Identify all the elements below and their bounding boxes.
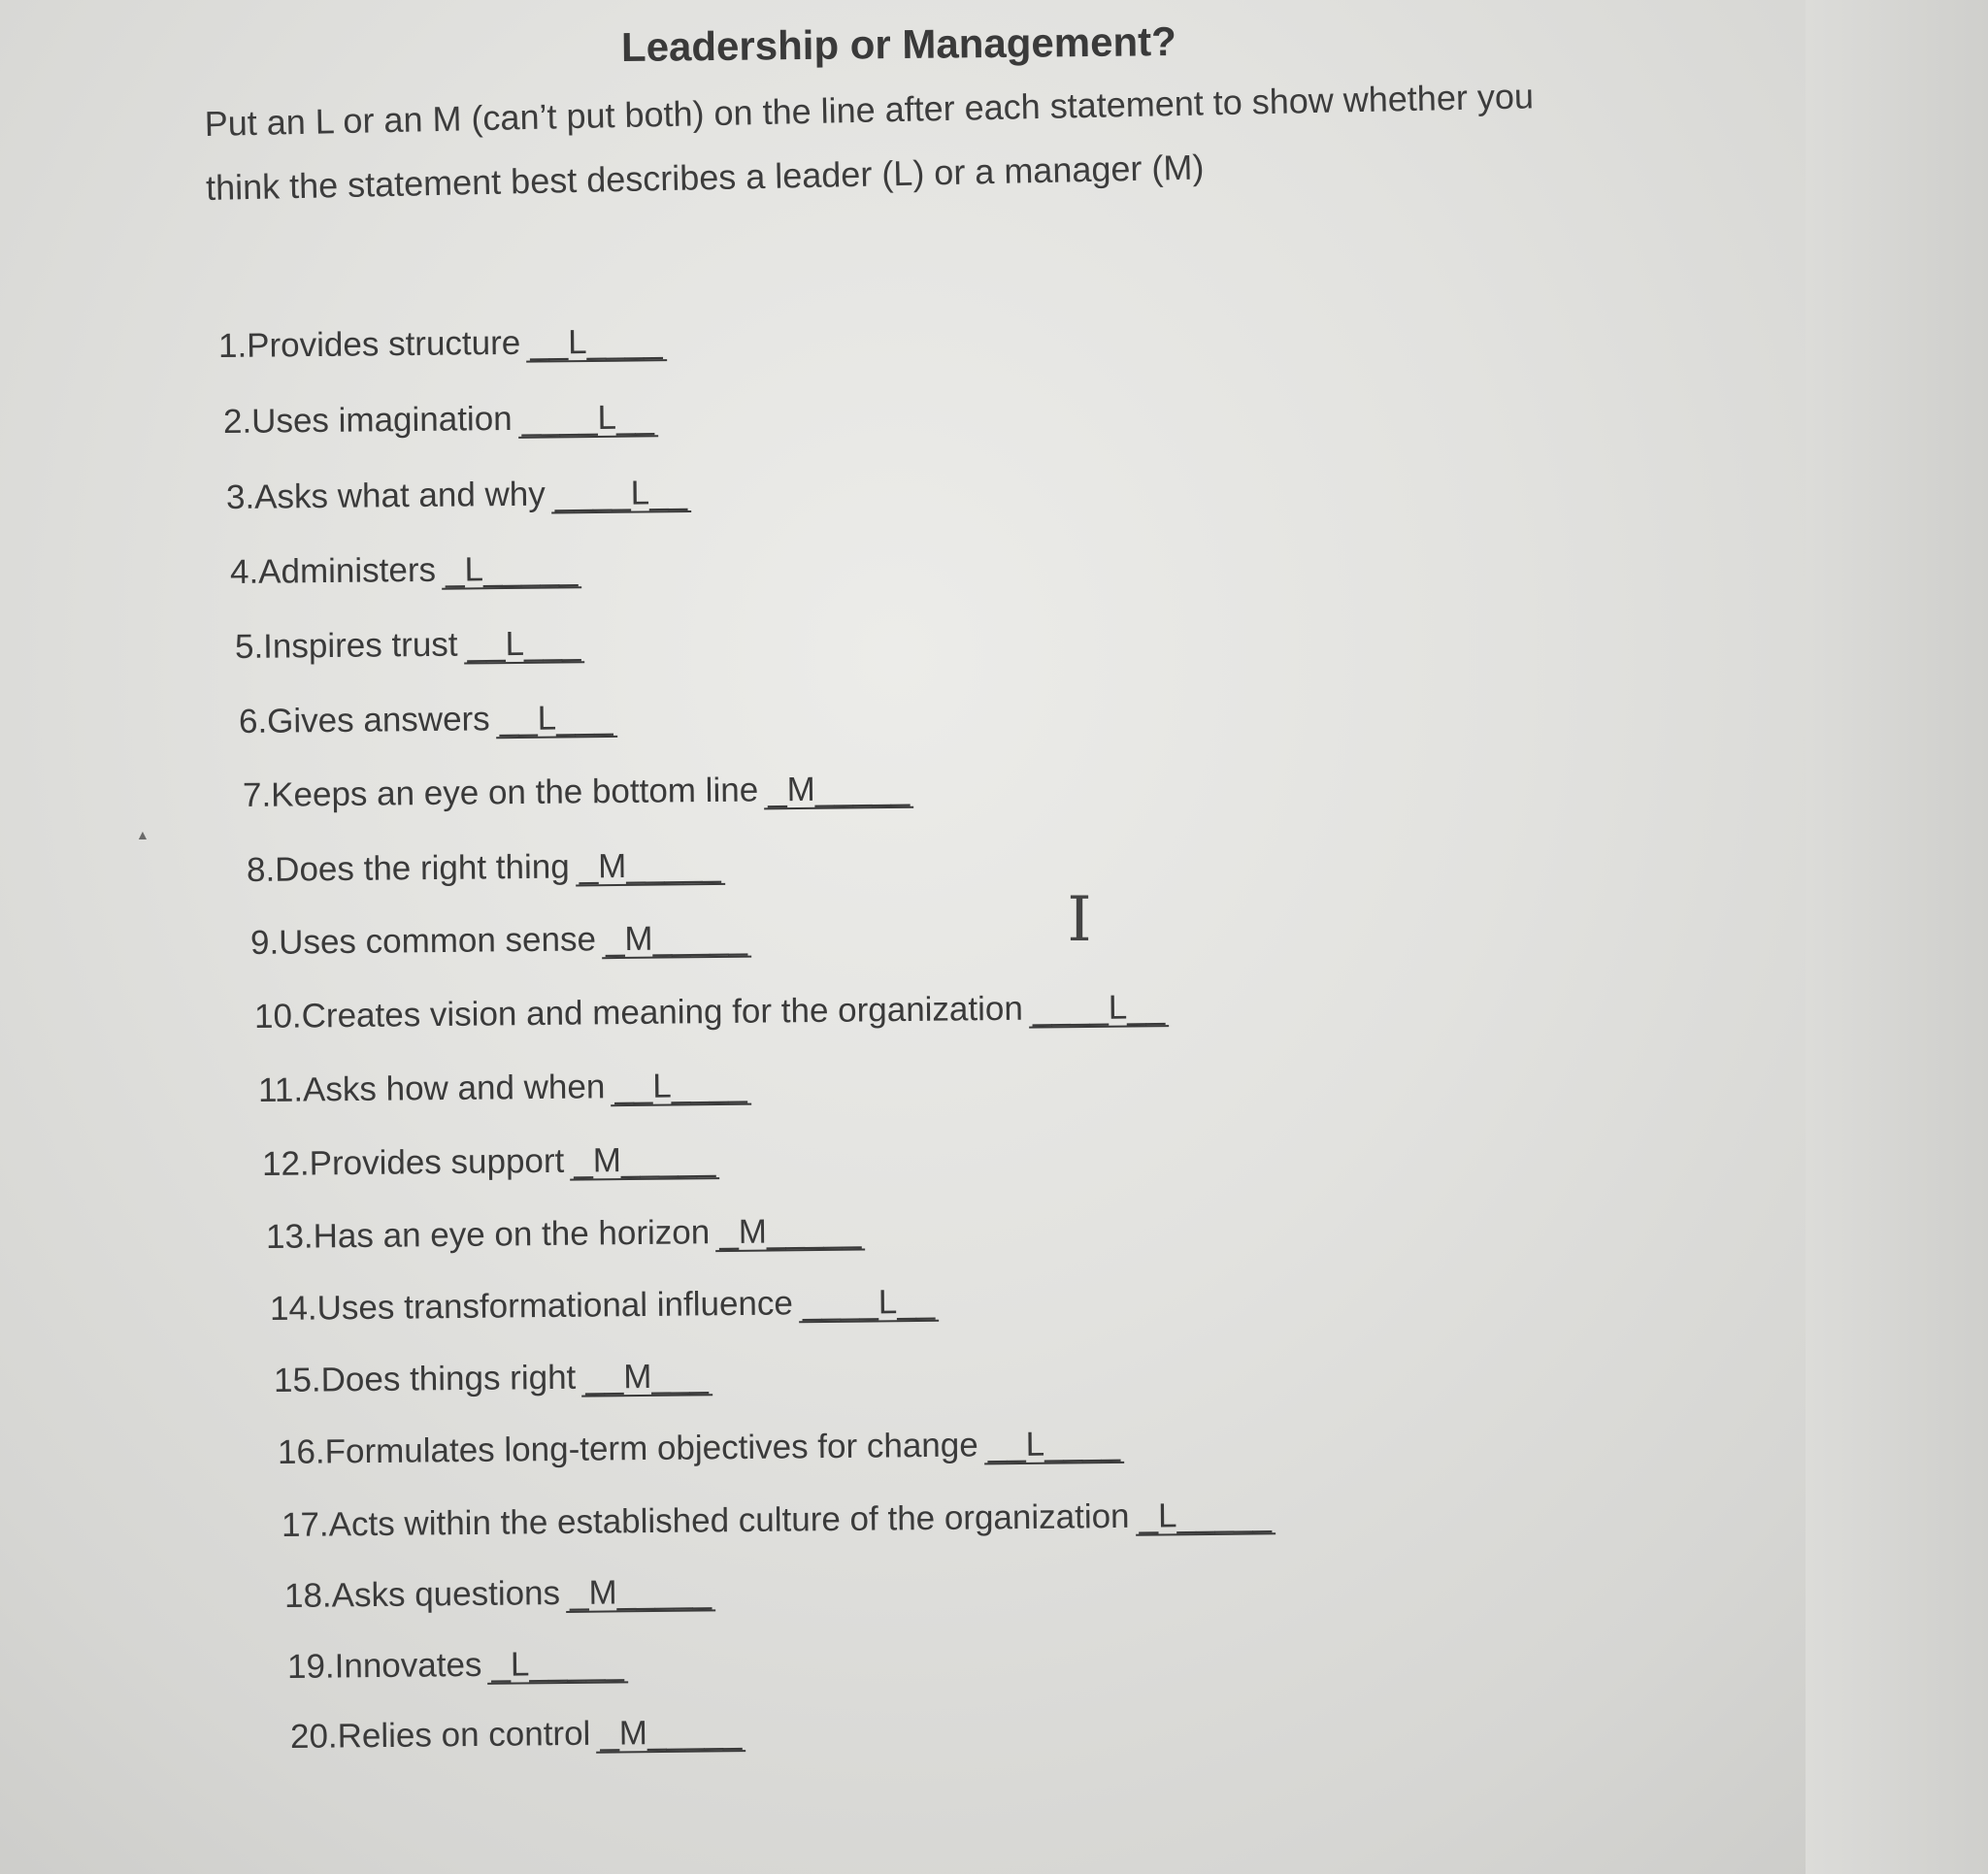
answer-blank-before: _	[574, 1141, 593, 1180]
answer-blank-after: _____	[646, 1713, 743, 1753]
question-label: 8.Does the right thing	[246, 847, 570, 889]
answer-field[interactable]	[715, 1211, 865, 1253]
answer-field[interactable]	[576, 845, 725, 887]
answer-blank-after: _____	[652, 918, 748, 958]
answer-blank-after: ____	[1044, 1424, 1121, 1463]
answer-value: M	[624, 919, 653, 958]
answer-blank-after: _____	[626, 845, 721, 885]
question-item	[282, 1496, 1276, 1545]
question-label: 4.Administers	[229, 550, 437, 591]
answer-blank-before: _	[569, 1573, 589, 1612]
answer-field[interactable]	[1135, 1497, 1276, 1536]
answer-blank-after: ____	[586, 322, 663, 362]
answer-blank-before: ____	[554, 474, 631, 513]
question-label: 6.Gives answers	[238, 700, 490, 740]
question-item	[270, 1283, 940, 1329]
question-item	[290, 1713, 746, 1757]
question-item	[235, 624, 585, 667]
answer-blank-before: _	[600, 1714, 619, 1753]
answer-field[interactable]	[463, 626, 584, 664]
answer-blank-after: __	[648, 474, 688, 512]
stray-mark: ▲	[136, 827, 149, 842]
question-label: 11.Asks how and when	[257, 1068, 606, 1109]
answer-value: M	[588, 1573, 617, 1612]
answer-field[interactable]	[611, 1066, 751, 1107]
answer-value: L	[567, 323, 587, 362]
question-item	[254, 988, 1170, 1036]
question-label: 1.Provides structure	[217, 323, 521, 365]
answer-value: L	[1157, 1496, 1177, 1535]
answer-blank-after: _____	[1176, 1496, 1273, 1535]
answer-field[interactable]	[442, 551, 582, 590]
answer-field[interactable]	[517, 400, 658, 439]
question-item	[243, 770, 914, 815]
answer-blank-after: __	[1126, 988, 1166, 1027]
answer-value: L	[597, 398, 617, 437]
answer-blank-before: __	[614, 1067, 653, 1106]
answer-value: L	[630, 474, 650, 512]
question-item	[287, 1644, 628, 1687]
question-item	[230, 549, 582, 592]
answer-blank-before: __	[499, 699, 538, 739]
question-label: 20.Relies on control	[289, 1714, 591, 1756]
answer-field[interactable]	[496, 698, 617, 739]
question-label: 15.Does things right	[273, 1358, 577, 1399]
answer-blank-after: _____	[766, 1211, 862, 1251]
answer-blank-after: __	[615, 398, 655, 437]
question-item	[278, 1425, 1124, 1472]
answer-blank-after: ___	[523, 624, 581, 663]
answer-value: M	[738, 1212, 768, 1251]
answer-blank-before: __	[467, 625, 506, 664]
answer-blank-before: _	[767, 771, 787, 809]
answer-blank-before: _	[1139, 1496, 1159, 1535]
question-item	[258, 1067, 751, 1110]
answer-blank-after: ___	[651, 1357, 709, 1396]
question-item	[247, 846, 725, 890]
instructions-paragraph: Put an L or an M (can’t put both) on the line after each statement to show whether you think the statement best describes a leader (L) or a manager (M)	[204, 76, 1535, 208]
answer-field[interactable]	[799, 1282, 940, 1324]
question-item	[218, 322, 667, 366]
question-item	[284, 1572, 715, 1616]
answer-blank-after: ____	[671, 1066, 747, 1105]
answer-blank-after: _____	[482, 549, 579, 589]
question-label: 13.Has an eye on the horizon	[265, 1213, 711, 1256]
question-item	[262, 1140, 720, 1184]
answer-blank-after: ___	[555, 698, 613, 738]
answer-blank-before: ____	[1032, 988, 1109, 1028]
text-cursor-icon: I	[1067, 884, 1092, 956]
answer-field[interactable]	[1029, 990, 1170, 1029]
question-item	[239, 699, 617, 741]
answer-field[interactable]	[566, 1574, 715, 1613]
answer-field[interactable]	[602, 918, 751, 960]
question-label: 5.Inspires trust	[234, 625, 458, 666]
question-item	[223, 398, 658, 442]
answer-blank-after: _____	[616, 1572, 712, 1612]
answer-blank-before: ____	[521, 398, 598, 438]
answer-value: L	[537, 699, 557, 738]
answer-value: M	[592, 1141, 622, 1180]
answer-value: M	[786, 770, 816, 809]
answer-field[interactable]	[764, 769, 913, 810]
answer-blank-after: _____	[814, 769, 911, 808]
answer-value: L	[464, 550, 484, 589]
answer-field[interactable]	[596, 1715, 746, 1754]
question-label: 16.Formulates long-term objectives for change	[277, 1426, 978, 1471]
question-label: 9.Uses common sense	[249, 920, 597, 962]
question-label: 12.Provides support	[261, 1141, 565, 1183]
answer-value: L	[652, 1067, 672, 1105]
question-label: 10.Creates vision and meaning for the organization	[253, 989, 1024, 1036]
question-label: 17.Acts within the established culture of the organization	[281, 1496, 1130, 1544]
question-item	[250, 919, 751, 963]
answer-value: M	[597, 846, 627, 886]
screen-right-edge	[1806, 0, 1988, 1874]
answer-blank-before: _	[445, 550, 465, 589]
question-label: 2.Uses imagination	[222, 399, 513, 441]
question-label: 7.Keeps an eye on the bottom line	[242, 771, 759, 814]
answer-field[interactable]	[487, 1646, 628, 1685]
answer-field[interactable]	[526, 324, 667, 363]
answer-blank-before: __	[530, 323, 569, 362]
answer-blank-before: _	[491, 1645, 512, 1684]
answer-blank-after: _____	[620, 1140, 716, 1180]
answer-field[interactable]	[984, 1424, 1125, 1465]
answer-field[interactable]	[581, 1359, 712, 1397]
answer-value: L	[505, 624, 525, 664]
answer-blank-after: _____	[529, 1644, 624, 1684]
answer-value: M	[618, 1714, 648, 1753]
answer-blank-before: _	[579, 847, 599, 886]
question-item	[274, 1357, 712, 1400]
question-label: 18.Asks questions	[283, 1574, 561, 1615]
question-label: 14.Uses transformational influence	[269, 1284, 794, 1328]
answer-value: L	[1108, 988, 1128, 1027]
question-item	[226, 474, 691, 517]
answer-blank-before: ____	[802, 1283, 878, 1323]
answer-field[interactable]	[551, 476, 692, 514]
answer-blank-before: _	[719, 1212, 739, 1252]
answer-blank-after: __	[897, 1282, 936, 1322]
question-label: 19.Innovates	[286, 1645, 482, 1686]
document-title: Leadership or Management?	[620, 18, 1177, 70]
answer-field[interactable]	[570, 1142, 719, 1181]
answer-value: M	[623, 1357, 652, 1397]
answer-value: L	[1025, 1425, 1045, 1463]
answer-blank-before: __	[987, 1425, 1026, 1464]
answer-value: L	[510, 1645, 530, 1684]
answer-value: L	[878, 1283, 898, 1322]
answer-blank-before: __	[585, 1358, 624, 1397]
question-item	[266, 1212, 866, 1257]
question-label: 3.Asks what and why	[225, 475, 546, 516]
answer-blank-before: _	[605, 919, 625, 959]
